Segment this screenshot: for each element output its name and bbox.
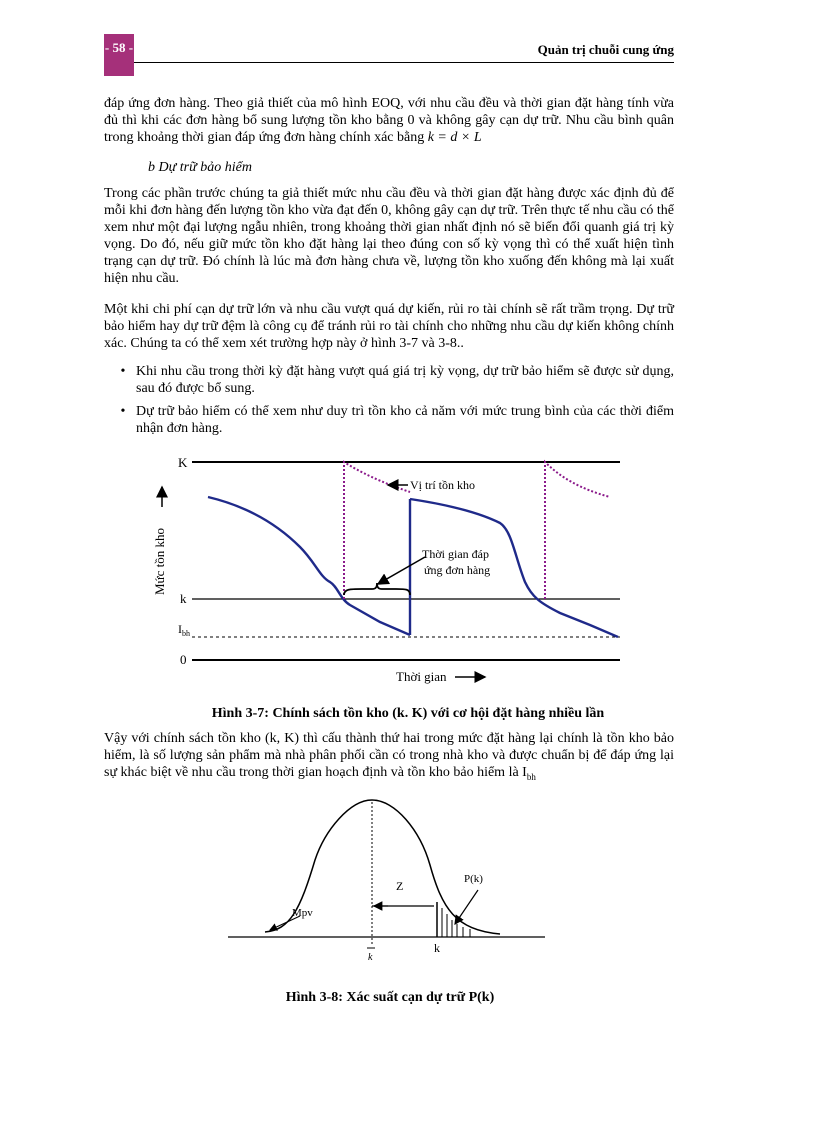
- label-pk: P(k): [464, 873, 483, 885]
- formula-k-equals-d-times-l: k = d × L: [427, 130, 482, 145]
- label-kbar: k: [368, 952, 373, 963]
- bullet-text: Khi nhu cầu trong thời kỳ đặt hàng vượt quá giá trị kỳ vọng, dự trữ bảo hiểm sẽ được sử dụng, sau đó được bổ sung.: [136, 364, 674, 396]
- label-k: k: [434, 941, 440, 955]
- label-k: k: [180, 591, 187, 606]
- x-axis-label: Thời gian: [396, 669, 447, 684]
- bullet-item: [104, 403, 674, 437]
- paragraph-4: [104, 730, 674, 786]
- arrow-lead-time: [378, 557, 425, 584]
- figure-2-caption: Hình 3-8: Xác suất cạn dự trữ P(k): [285, 990, 495, 1005]
- annotation-lead-time-2: ứng đơn hàng: [424, 563, 491, 577]
- bullet-item: [104, 363, 674, 397]
- inventory-curve-1: [208, 497, 410, 635]
- paragraph-1: [104, 95, 674, 146]
- paragraph-4-text: Vậy với chính sách tồn kho (k, K) thì cấu thành thứ hai trong mức đặt hàng lại chính là tồn kho bảo hiểm, là số lượng sản phẩm mà nhà phân phối cần có trong nhà kho và được chuẩn bị để đáp ứng lại sự khác biệt về nhu cầu trong thời gian hoạch định và tồn kho bảo hiểm là I: [104, 731, 674, 780]
- label-mpv: Mpv: [292, 907, 313, 919]
- label-Ibh: $I_{bh}$: [178, 622, 190, 638]
- subheading-safety-stock: b Dự trữ bảo hiểm: [148, 160, 252, 175]
- paragraph-3: Một khi chi phí cạn dự trữ lớn và nhu cầu vượt quá dự kiến, rủi ro tài chính sẽ rất trầm trọng. Dự trữ bảo hiểm hay dự trữ đệm là công cụ để tránh rủi ro tài chính cho những nhu cầu dự kiến không chính xác. Chúng ta có thể xem xét trường hợp này ở hình 3-7 và 3-8..: [104, 302, 674, 351]
- page-number: - 58 -: [104, 34, 134, 76]
- lead-time-brace: [344, 583, 410, 595]
- label-K: K: [178, 455, 188, 470]
- figure-stockout-probability: [220, 790, 560, 975]
- inventory-position-2: [545, 462, 610, 599]
- annotation-inventory-position: Vị trí tồn kho: [410, 478, 475, 492]
- figure-1-caption: Hình 3-7: Chính sách tồn kho (k. K) với cơ hội đặt hàng nhiều lần: [211, 706, 605, 721]
- label-z: Z: [396, 879, 404, 893]
- figure-inventory-policy: [140, 447, 640, 692]
- paragraph-4-subscript: bh: [526, 771, 536, 782]
- bullet-symbol: •: [120, 364, 126, 379]
- header-rule: [134, 62, 674, 63]
- pk-arrow: [455, 890, 478, 924]
- inventory-position-1: [344, 462, 410, 599]
- paragraph-2: Trong các phần trước chúng ta giả thiết mức nhu cầu đều và thời gian đặt hàng được xác định đủ để mỗi khi đơn hàng đến lượng tồn kho vừa đạt đến 0, không gây cạn dự trữ. Trên thực tế nhu cầu có thể xem như một đại lượng ngẫu nhiên, trong khoảng thời gian nhất định nó sẽ biến đổi quanh giá trị kỳ vọng. Do đó, nếu giữ mức tồn kho đặt hàng lại theo đúng con số kỳ vọng thì có thể xuất hiện tình trạng cạn dự trữ. Đó chính là lúc mà đơn hàng chưa về, lượng tồn kho xuống đến không mà lại xuất hiện nhu cầu.: [104, 186, 674, 286]
- y-axis-label: Mức tồn kho: [152, 528, 167, 595]
- running-title: Quản trị chuỗi cung ứng: [537, 42, 674, 57]
- paragraph-1-text: đáp ứng đơn hàng. Theo giả thiết của mô hình EOQ, với nhu cầu đều và thời gian đặt hàng tính vừa đủ thì khi các đơn hàng bổ sung lượng tồn kho bằng 0 và không gây cạn dự trữ. Nhu cầu bình quân trong khoảng thời gian đáp ứng đơn hàng chính xác bằng: [104, 96, 674, 145]
- bullet-symbol: •: [120, 404, 126, 419]
- label-zero: 0: [180, 652, 187, 667]
- bullet-text: Dự trữ bảo hiểm có thể xem như duy trì tồn kho cả năm với mức trung bình của các thời điểm nhận đơn hàng.: [136, 404, 674, 436]
- annotation-lead-time-1: Thời gian đáp: [422, 547, 489, 561]
- bullet-list: [104, 363, 674, 443]
